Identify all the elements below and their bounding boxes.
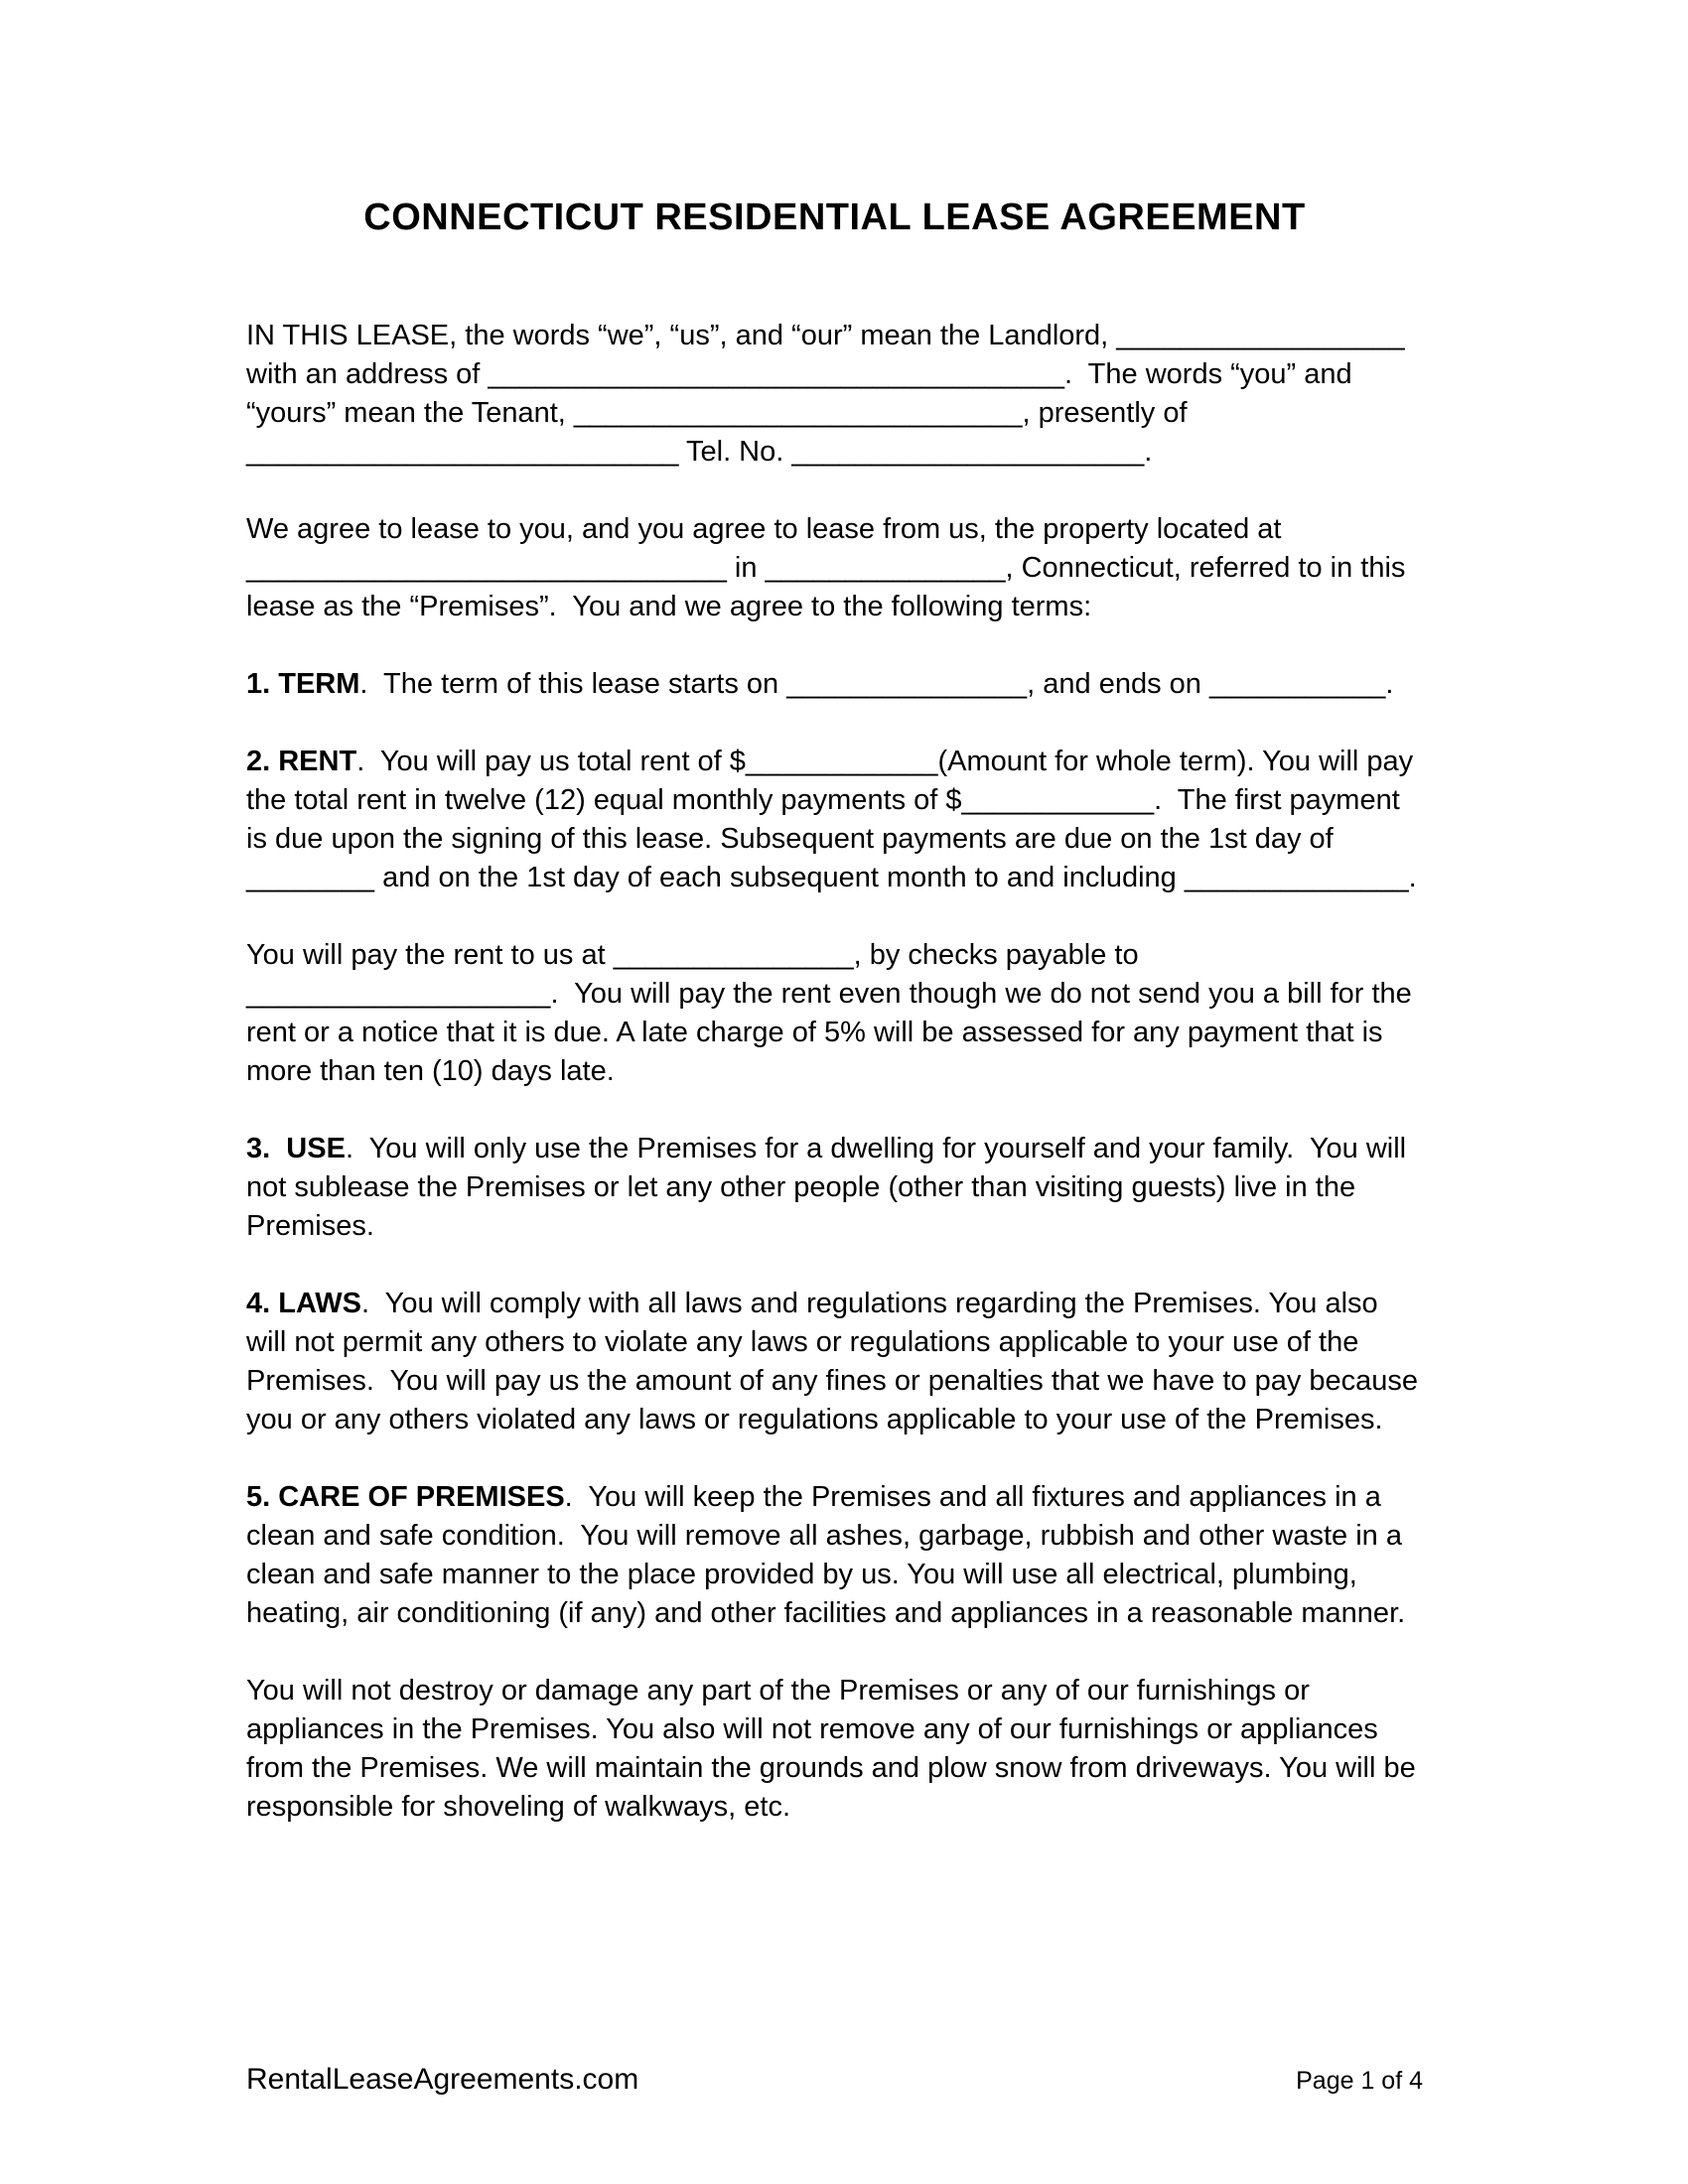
- section-rent: [246, 743, 1423, 897]
- section-use: [246, 1130, 1423, 1246]
- section-use-body: . You will only use the Premises for a dwelling for yourself and your family. You will not sublease the Premises or let any other people (other than visiting guests) live in the Premises.: [246, 1133, 1415, 1242]
- paragraph-care-continued: You will not destroy or damage any part of the Premises or any of our furnishings or appliances in the Premises. You also will not remove any of our furnishings or appliances from the Premises. We will maintain the grounds and plow snow from driveways. You will be responsible for shoveling of walkways, etc.: [246, 1675, 1424, 1823]
- paragraph-rent-payment: You will pay the rent to us at _______________, by checks payable to ___________________. You will pay the rent even though we do not send you a bill for the rent or a notice that it is due. A late charge of 5% will be assessed for any payment that is more than ten (10) days late.: [246, 939, 1420, 1087]
- section-care-of-premises: [246, 1478, 1423, 1633]
- footer-site-name: RentalLeaseAgreements.com: [246, 2063, 639, 2096]
- section-rent-body: . You will pay us total rent of $____________(Amount for whole term). You will pay the total rent in twelve (12) equal monthly payments of $____________. The first payment is due upon the signing of this lease. Subsequent payments are due on the 1st day of ________ and on the 1st day of each subsequent month to and including ______________.: [246, 746, 1422, 893]
- section-laws-body: . You will comply with all laws and regulations regarding the Premises. You also will not permit any others to violate any laws or regulations applicable to your use of the Premises. You will pay us the amount of any fines or penalties that we have to pay because you or any others violated any laws or regulations applicable to your use of the Premises.: [246, 1288, 1427, 1435]
- section-term: [246, 665, 1423, 704]
- document-content: [246, 197, 1427, 1865]
- section-use-heading: 3. USE: [246, 1133, 346, 1164]
- section-laws: [246, 1285, 1427, 1439]
- section-care-heading: 5. CARE OF PREMISES: [246, 1481, 565, 1513]
- footer-page-number: Page 1 of 4: [1296, 2067, 1423, 2095]
- section-care-body: . You will keep the Premises and all fixtures and appliances in a clean and safe condition. You will remove all ashes, garbage, rubbish and other waste in a clean and safe manner to the place provided by us. You will use all electrical, plumbing, heating, air conditioning (if any) and other facilities and appliances in a reasonable manner.: [246, 1481, 1411, 1629]
- section-laws-heading: 4. LAWS: [246, 1288, 362, 1319]
- paragraph-agreement: We agree to lease to you, and you agree to lease from us, the property located at ______________________________ in _______________, Connecticut, referred to in this lease as the “Premises”. You and we agree to the following terms:: [246, 513, 1414, 622]
- section-term-body: . The term of this lease starts on _______________, and ends on ___________.: [359, 668, 1394, 700]
- paragraph-parties: IN THIS LEASE, the words “we”, “us”, and “our” mean the Landlord, __________________ with an address of ____________________________________. The words “you” and “yours” mean the Tenant, ____________________________, presently of ___________________________ Tel. No. ______________________.: [246, 320, 1413, 468]
- page-footer: [246, 2063, 1423, 2097]
- section-term-heading: 1. TERM: [246, 668, 360, 700]
- document-title: CONNECTICUT RESIDENTIAL LEASE AGREEMENT: [363, 197, 1306, 238]
- section-rent-heading: 2. RENT: [246, 746, 357, 777]
